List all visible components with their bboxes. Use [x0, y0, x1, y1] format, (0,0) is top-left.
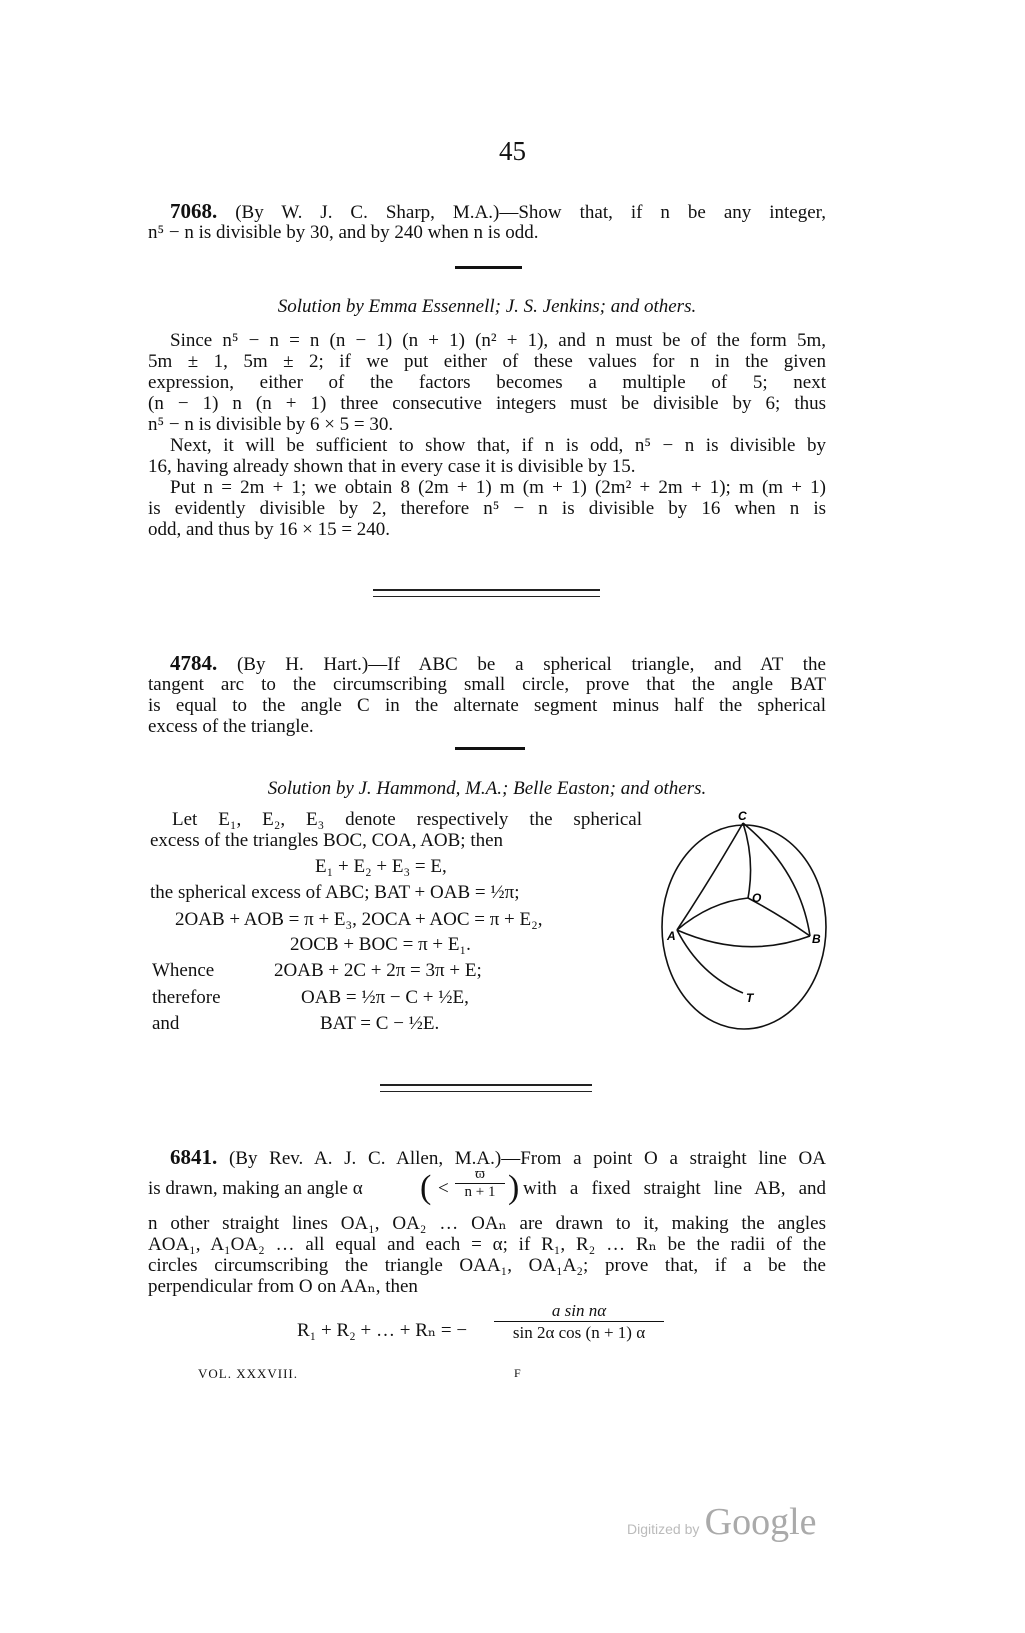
- problem-4784-header: [148, 653, 826, 674]
- equation: 2OAB + AOB = π + E₃, 2OCA + AOC = π + E₂,: [175, 909, 543, 930]
- spherical-triangle-diagram: [650, 810, 840, 1040]
- solution-line: (n − 1) n (n + 1) three consecutive integers must be divisible by 6; thus: [148, 393, 826, 414]
- problem-header-text: (By H. Hart.)—If ABC be a spherical triangle, and AT the: [236, 654, 826, 674]
- problem-text: with a fixed straight line AB, and: [523, 1178, 826, 1199]
- volume-footer: VOL. XXXVIII.: [198, 1366, 299, 1381]
- arc-ca: [677, 823, 743, 930]
- solution-line: Let E₁, E₂, E₃ denote respectively the spherical: [172, 809, 642, 830]
- problem-header-text: (By Rev. A. J. C. Allen, M.A.)—From a point O a straight line OA: [228, 1148, 826, 1168]
- problem-text: perpendicular from O on AAₙ, then: [148, 1276, 418, 1297]
- solution-line: Since n⁵ − n = n (n − 1) (n + 1) (n² + 1), and n must be of the form 5m,: [170, 330, 826, 351]
- formula-denominator: sin 2α cos (n + 1) α: [512, 1323, 646, 1342]
- problem-number: 6841.: [170, 1147, 218, 1168]
- problem-text: circles circumscribing the triangle OAA₁, OA₁A₂; prove that, if a be the: [148, 1255, 826, 1276]
- arc-co: [743, 823, 751, 898]
- less-than: <: [438, 1178, 449, 1199]
- fraction-denominator: n + 1: [464, 1184, 496, 1200]
- arc-cb: [743, 823, 810, 936]
- solution-line: excess of the triangles BOC, COA, AOB; then: [150, 830, 504, 851]
- google-watermark: [627, 1500, 817, 1544]
- problem-text: tangent arc to the circumscribing small circle, prove that the angle BAT: [148, 674, 826, 695]
- solution-line: Put n = 2m + 1; we obtain 8 (2m + 1) m (m + 1) (2m² + 2m + 1); m (m + 1): [170, 477, 826, 498]
- solution-line: 5m ± 1, 5m ± 2; if we put either of these values for n in the given: [148, 351, 826, 372]
- problem-text: AOA₁, A₁OA₂ … all equal and each = α; if R₁, R₂ … Rₙ be the radii of the: [148, 1234, 826, 1255]
- label-o: O: [752, 891, 762, 905]
- watermark-prefix: Digitized by: [627, 1521, 700, 1537]
- watermark-brand: Google: [704, 1501, 817, 1543]
- fraction-numerator: ϖ: [455, 1166, 505, 1184]
- problem-number: 4784.: [170, 653, 218, 674]
- problem-text: excess of the triangle.: [148, 716, 314, 737]
- page-number: 45: [499, 136, 526, 166]
- problem-number: 7068.: [170, 201, 218, 222]
- label-a: A: [667, 929, 676, 943]
- problem-header-text: (By W. J. C. Sharp, M.A.)—Show that, if n be any integer,: [235, 202, 826, 222]
- equation: 2OCB + BOC = π + E₁.: [290, 934, 471, 955]
- solution-credit: Solution by J. Hammond, M.A.; Belle Easton; and others.: [267, 778, 707, 799]
- double-divider: [373, 589, 600, 597]
- problem-text: is equal to the angle C in the alternate segment minus half the spherical: [148, 695, 826, 716]
- paren-close: ): [508, 1169, 520, 1206]
- label: Whence: [152, 960, 215, 981]
- solution-line: n⁵ − n is divisible by 6 × 5 = 30.: [148, 414, 394, 435]
- equation: OAB = ½π − C + ½E,: [301, 987, 469, 1008]
- solution-line: expression, either of the factors becomes a multiple of 5; next: [148, 372, 826, 393]
- label-c: C: [738, 810, 747, 823]
- problem-6841-header: [148, 1147, 826, 1168]
- signature-mark: F: [514, 1366, 521, 1380]
- problem-text: n other straight lines OA₁, OA₂ … OAₙ are drawn to it, making the angles: [148, 1213, 826, 1234]
- formula-lhs: R₁ + R₂ + … + Rₙ = −: [297, 1320, 468, 1341]
- label-t: T: [746, 991, 754, 1005]
- label: and: [152, 1013, 180, 1034]
- problem-text: n⁵ − n is divisible by 30, and by 240 when n is odd.: [148, 222, 539, 243]
- solution-line: Next, it will be sufficient to show that, if n is odd, n⁵ − n is divisible by: [170, 435, 826, 456]
- divider: [455, 266, 522, 269]
- solution-line: 16, having already shown that in every case it is divisible by 15.: [148, 456, 636, 477]
- problem-text: is drawn, making an angle α: [148, 1178, 363, 1199]
- solution-line: is evidently divisible by 2, therefore n⁵ − n is divisible by 16 when n is: [148, 498, 826, 519]
- equation: BAT = C − ½E.: [320, 1013, 440, 1034]
- double-divider: [380, 1084, 592, 1092]
- solution-line: odd, and thus by 16 × 15 = 240.: [148, 519, 391, 540]
- arc-ab: [677, 930, 810, 947]
- label-b: B: [812, 932, 821, 946]
- formula-fraction: [494, 1300, 664, 1343]
- divider: [455, 747, 525, 750]
- arcs-ao-ob: [677, 898, 810, 936]
- solution-line: the spherical excess of ABC; BAT + OAB = ½π;: [150, 882, 520, 903]
- equation: E₁ + E₂ + E₃ = E,: [315, 856, 447, 877]
- problem-7068-header: [148, 201, 826, 222]
- formula-numerator: a sin nα: [494, 1300, 664, 1322]
- paren-open: (: [420, 1169, 432, 1206]
- equation: 2OAB + 2C + 2π = 3π + E;: [274, 960, 482, 981]
- label: therefore: [152, 987, 221, 1008]
- fraction: [455, 1166, 505, 1201]
- circumscribing-circle: [662, 825, 826, 1029]
- solution-credit: Solution by Emma Essennell; J. S. Jenkins; and others.: [277, 296, 697, 317]
- tangent-arc-at: [677, 930, 743, 993]
